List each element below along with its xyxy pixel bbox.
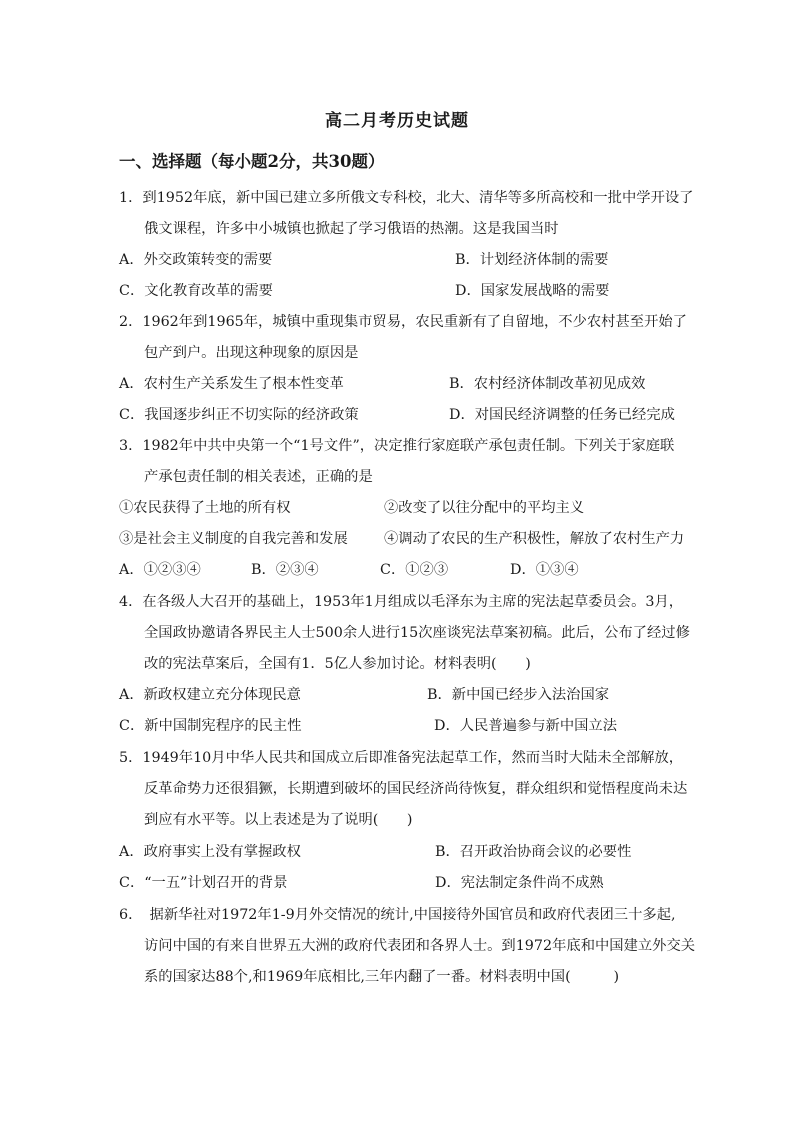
question-4-line-3: 改的宪法草案后，全国有1．5亿人参加讨论。材料表明( )	[144, 656, 531, 672]
question-1-option-d: D．国家发展战略的需要	[455, 283, 610, 299]
question-3-option-b: B．②③④	[251, 562, 319, 578]
question-1-option-c: C．文化教育改革的需要	[119, 283, 273, 299]
question-1-line-1: 1．到1952年底，新中国已建立多所俄文专科校，北大、清华等多所高校和一批中学开设了	[119, 190, 694, 206]
question-3-line-2: 产承包责任制的相关表述，正确的是	[144, 469, 373, 485]
question-5-line-1: 5．1949年10月中华人民共和国成立后即准备宪法起草工作，然而当时大陆未全部解放，	[119, 750, 684, 766]
question-3-statement-1: ①农民获得了土地的所有权	[119, 500, 291, 516]
question-3-option-c: C．①②③	[380, 562, 449, 578]
question-2-line-2: 包产到户。出现这种现象的原因是	[144, 345, 359, 361]
question-6-line-1: 6． 据新华社对1972年1-9月外交情况的统计,中国接待外国官员和政府代表团三十多起,	[119, 907, 676, 923]
question-5-option-c: C．“一五”计划召开的背景	[119, 875, 288, 891]
section-heading: 一、选择题（每小题2分，共30题）	[119, 152, 385, 171]
question-2-option-a: A．农村生产关系发生了根本性变革	[119, 376, 344, 392]
page-title: 高二月考历史试题	[325, 111, 469, 131]
question-3-line-1: 3．1982年中共中央第一个“1号文件”，决定推行家庭联产承包责任制。下列关于家庭联	[119, 438, 675, 454]
question-4-line-2: 全国政协邀请各界民主人士500余人进行15次座谈宪法草案初稿。此后，公布了经过修	[144, 625, 690, 641]
question-5-option-b: B．召开政治协商会议的必要性	[435, 844, 632, 860]
question-2-option-b: B．农村经济体制改革初见成效	[449, 376, 646, 392]
question-4-option-d: D．人民普遍参与新中国立法	[434, 718, 618, 734]
question-2-line-1: 2．1962年到1965年，城镇中重现集市贸易，农民重新有了自留地，不少农村甚至开始了	[119, 314, 687, 330]
question-3-option-a: A．①②③④	[119, 562, 201, 578]
question-4-option-c: C．新中国制宪程序的民主性	[119, 718, 302, 734]
question-2-option-d: D．对国民经济调整的任务已经完成	[449, 407, 675, 423]
question-5-option-a: A．政府事实上没有掌握政权	[119, 844, 301, 860]
question-1-option-b: B．计划经济体制的需要	[455, 252, 609, 268]
question-4-option-b: B．新中国已经步入法治国家	[427, 687, 610, 703]
question-5-line-2: 反革命势力还很猖獗，长期遭到破坏的国民经济尚待恢复，群众组织和觉悟程度尚未达	[144, 781, 688, 797]
question-5-line-3: 到应有水平等。以上表述是为了说明( )	[144, 812, 413, 828]
question-5-option-d: D．宪法制定条件尚不成熟	[435, 875, 604, 891]
question-3-statement-2: ②改变了以往分配中的平均主义	[384, 500, 585, 516]
question-3-statement-3: ③是社会主义制度的自我完善和发展	[119, 531, 348, 547]
question-3-statement-4: ④调动了农民的生产积极性，解放了农村生产力	[384, 531, 685, 547]
question-1-option-a: A．外交政策转变的需要	[119, 252, 273, 268]
question-6-line-2: 访问中国的有来自世界五大洲的政府代表团和各界人士。到1972年底和中国建立外交关	[144, 938, 696, 954]
question-2-option-c: C．我国逐步纠正不切实际的经济政策	[119, 407, 359, 423]
question-4-line-1: 4．在各级人大召开的基础上，1953年1月组成以毛泽东为主席的宪法起草委员会。3月，	[119, 594, 684, 610]
question-4-option-a: A．新政权建立充分体现民意	[119, 687, 301, 703]
question-3-option-d: D．①③④	[510, 562, 579, 578]
question-6-line-3: 系的国家达88个,和1969年底相比,三年内翻了一番。材料表明中国( )	[144, 969, 620, 985]
question-1-line-2: 俄文课程，许多中小城镇也掀起了学习俄语的热潮。这是我国当时	[144, 221, 559, 237]
